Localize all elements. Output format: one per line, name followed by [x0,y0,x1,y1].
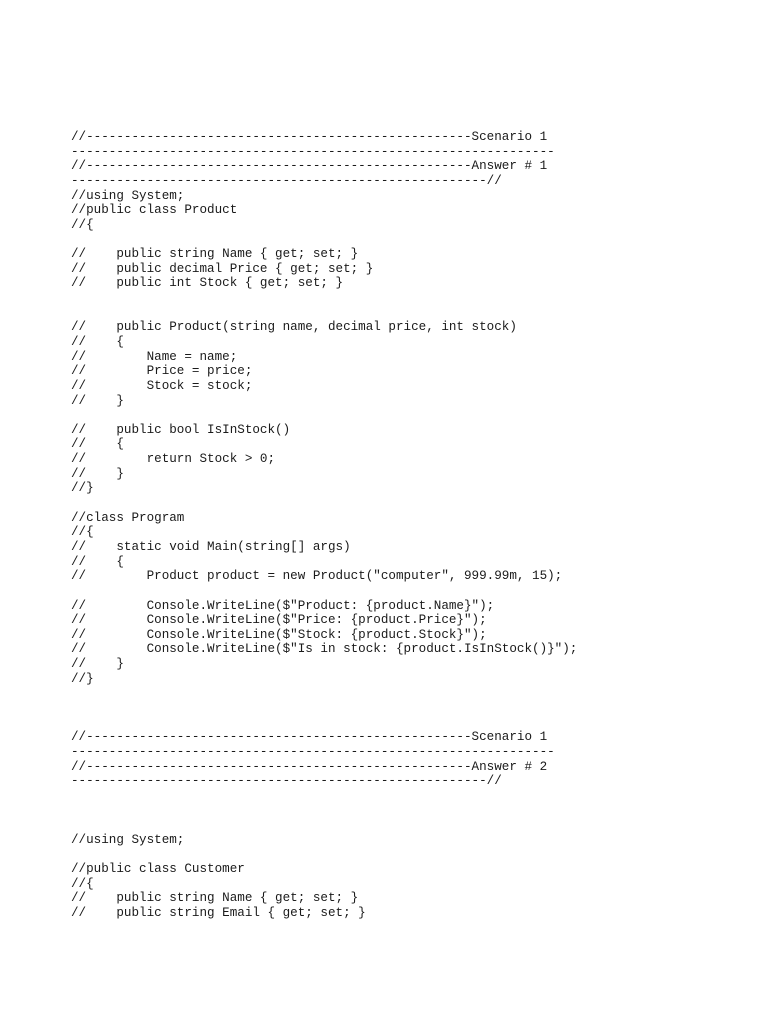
blank-line [71,306,577,321]
code-line: //{ [71,876,94,891]
code-line: // public bool IsInStock() [71,422,291,437]
code-line: // } [71,466,124,481]
scenario-1-header-line: //---------------------------------------------------Scenario 1 [71,130,548,144]
code-line: //using System; [71,188,185,203]
code-line: //public class Customer [71,862,245,877]
code-line: // } [71,393,124,408]
code-line: // } [71,657,124,672]
code-line: // public Product(string name, decimal price, int stock) [71,320,517,335]
blank-line [71,291,577,306]
code-line: // Console.WriteLine($"Stock: {product.Stock}"); [71,627,487,642]
code-line: //} [71,671,94,686]
blank-line [71,496,577,511]
code-line: // Console.WriteLine($"Price: {product.Price}"); [71,613,487,628]
code-line: // public string Name { get; set; } [71,247,359,262]
blank-line [71,847,577,862]
blank-line [71,716,577,731]
code-line: //} [71,481,94,496]
code-line: //class Program [71,510,185,525]
code-line: // public string Name { get; set; } [71,891,359,906]
blank-line [71,584,577,599]
blank-line [71,701,577,716]
code-line: // Name = name; [71,349,238,364]
blank-line [71,818,577,833]
code-line: // Stock = stock; [71,378,253,393]
blank-line [71,803,577,818]
code-line: // Console.WriteLine($"Is in stock: {product.IsInStock()}"); [71,642,578,657]
code-line: // Price = price; [71,364,253,379]
answer-2-header-line: //---------------------------------------------------Answer # 2 [71,759,548,774]
blank-line [71,232,577,247]
code-line: //public class Product [71,203,238,218]
separator-line: -------------------------------------------------------// [71,173,502,188]
separator-line: ---------------------------------------------------------------- [71,144,555,159]
code-line: // { [71,437,124,452]
answer-1-header-line: //---------------------------------------------------Answer # 1 [71,159,548,174]
separator-line: -------------------------------------------------------// [71,774,502,789]
scenario-1-header-line: //---------------------------------------------------Scenario 1 [71,730,548,745]
code-line: // static void Main(string[] args) [71,539,351,554]
code-line: // return Stock > 0; [71,452,276,467]
code-line: //using System; [71,832,185,847]
separator-line: ---------------------------------------------------------------- [71,744,555,759]
code-line: // Console.WriteLine($"Product: {product.Name}"); [71,598,495,613]
code-line: //{ [71,217,94,232]
code-line: // Product product = new Product("computer", 999.99m, 15); [71,569,563,584]
blank-line [71,408,577,423]
code-block [71,130,577,921]
blank-line [71,686,577,701]
code-line: //{ [71,525,94,540]
code-line: // public decimal Price { get; set; } [71,261,374,276]
blank-line [71,789,577,804]
code-line: // public string Email { get; set; } [71,905,366,920]
code-line: // public int Stock { get; set; } [71,276,344,291]
code-line: // { [71,334,124,349]
code-line: // { [71,554,124,569]
